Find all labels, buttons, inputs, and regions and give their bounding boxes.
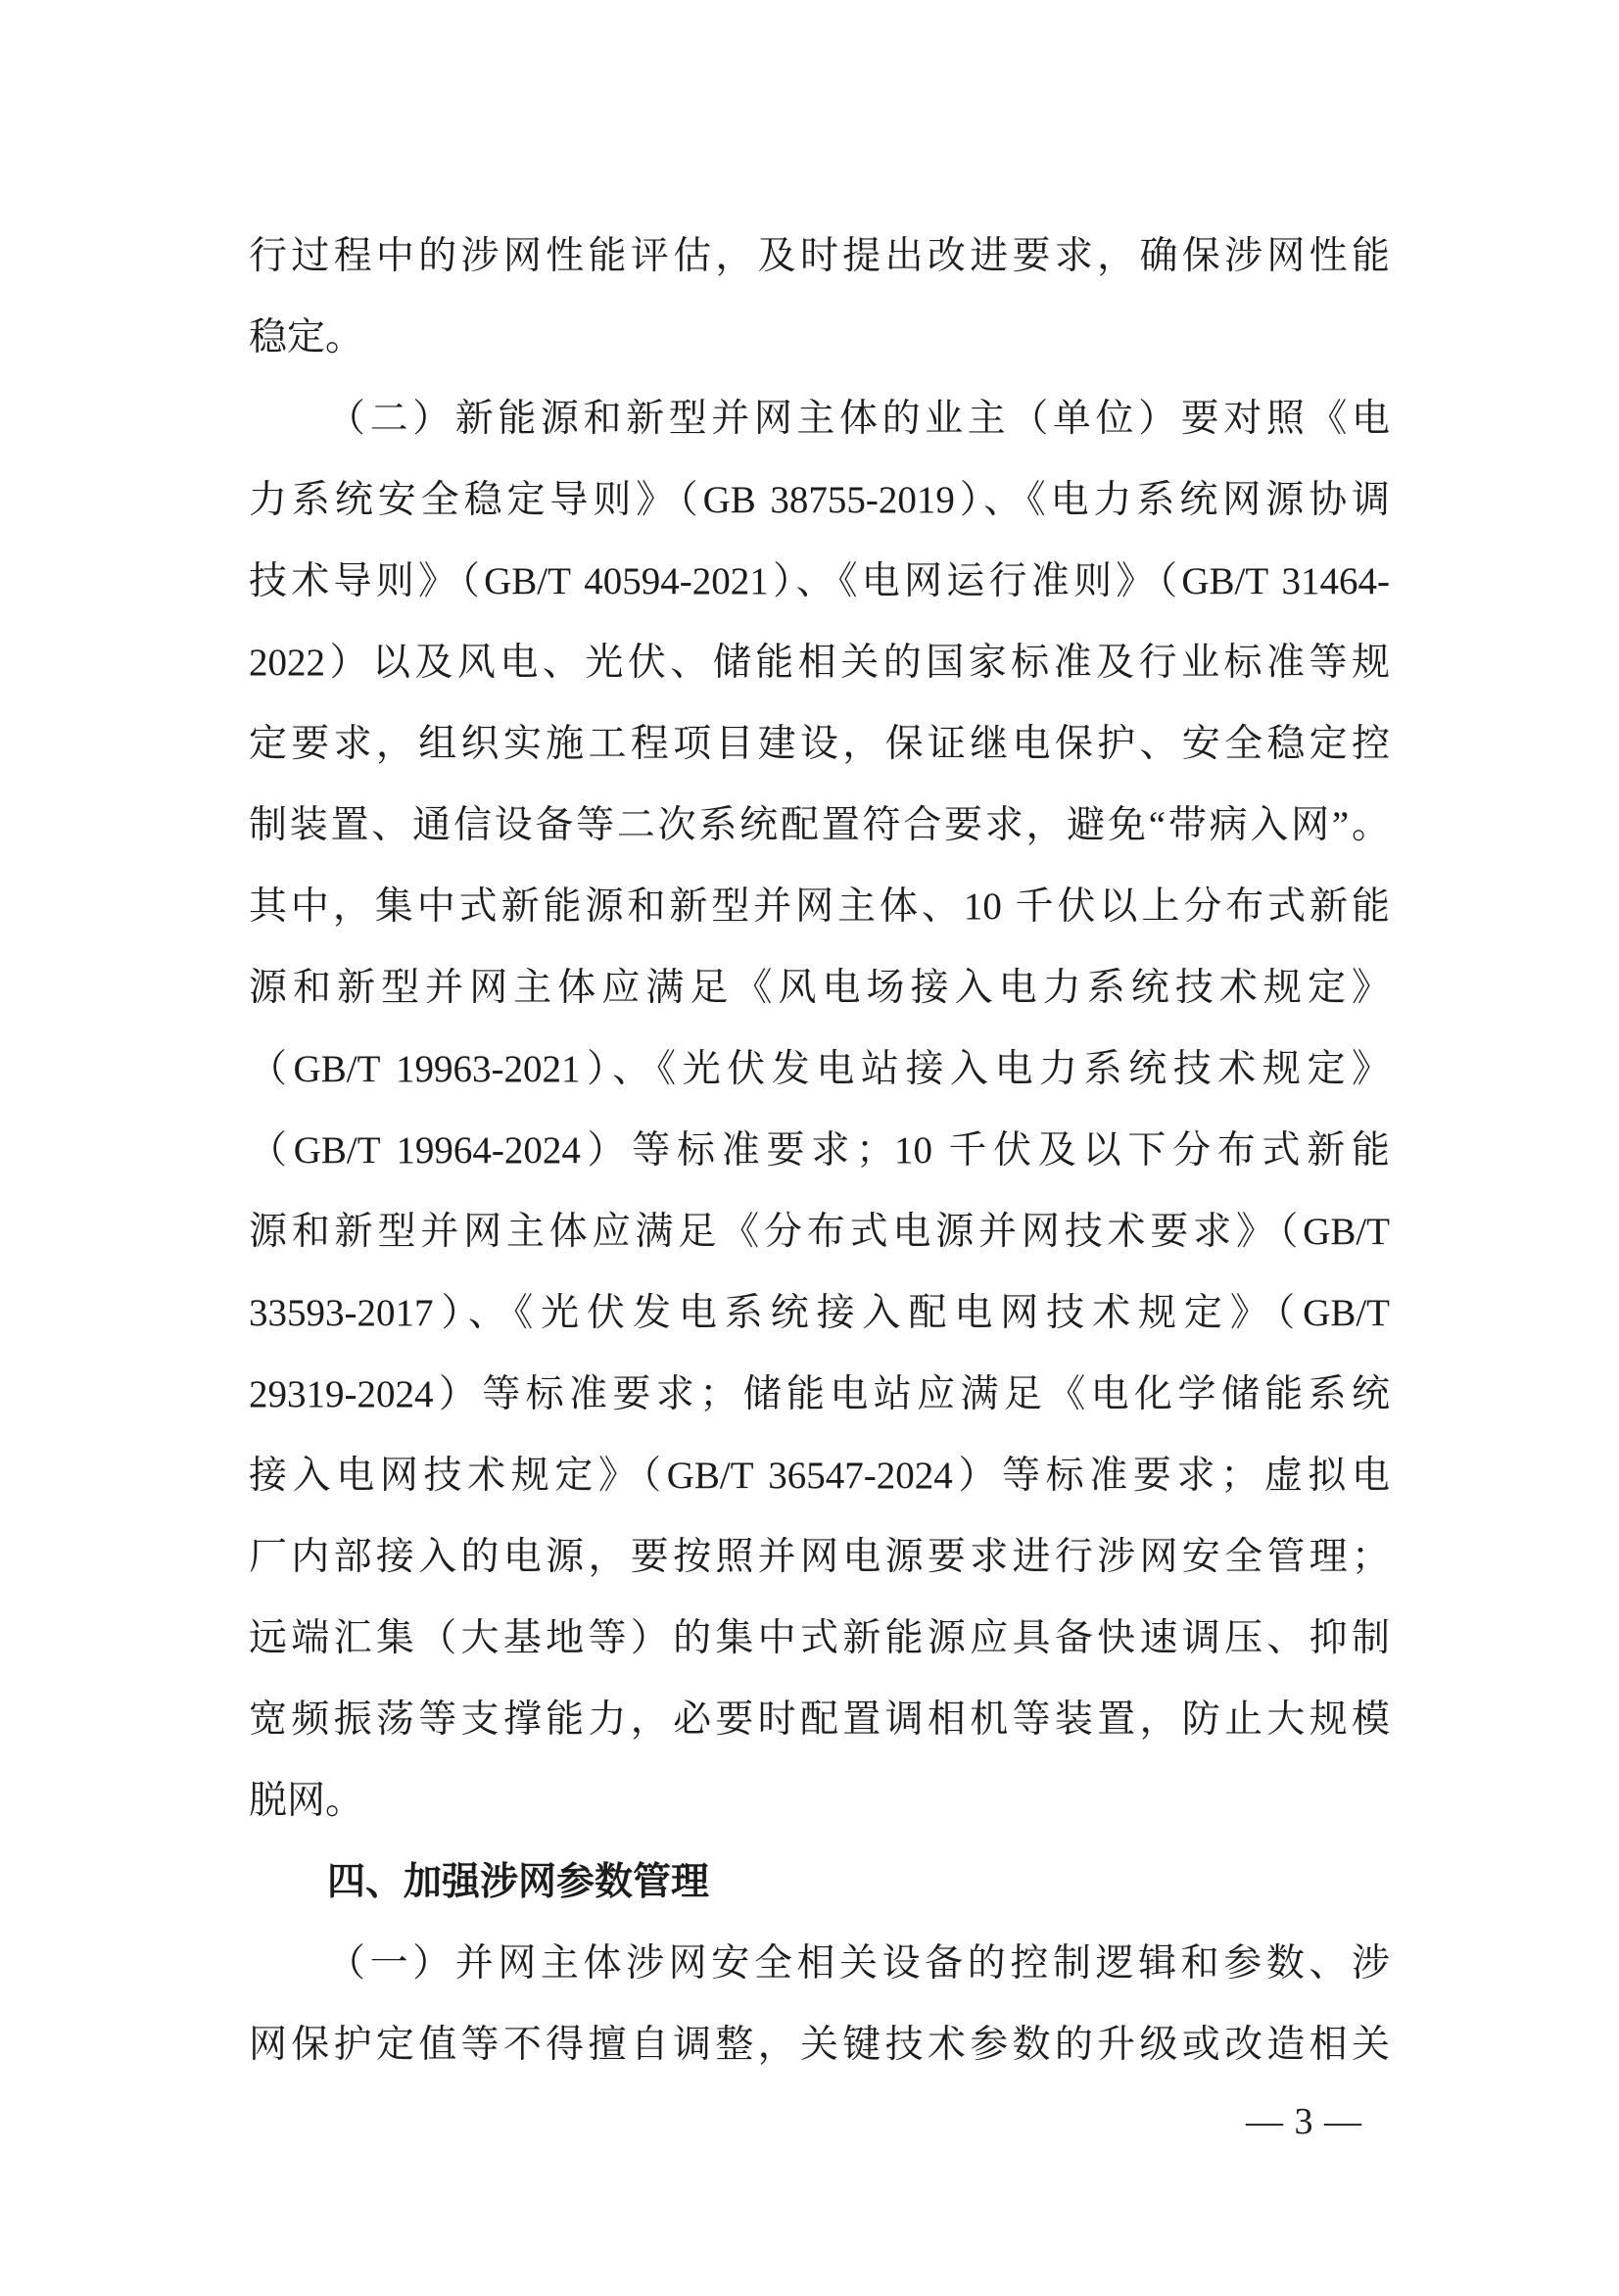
body-line: 力系统安全稳定导则》（GB 38755-2019）、《电力系统网源协调 <box>249 479 1390 521</box>
body-line: 行过程中的涉网性能评估，及时提出改进要求，确保涉网性能 <box>249 235 1390 277</box>
body-line: 29319-2024）等标准要求；储能电站应满足《电化学储能系统 <box>249 1373 1390 1415</box>
body-line: 定要求，组织实施工程项目建设，保证继电保护、安全稳定控 <box>249 723 1390 765</box>
body-line: （GB/T 19964-2024）等标准要求；10 千伏及以下分布式新能 <box>249 1129 1390 1172</box>
body-line: 宽频振荡等支撑能力，必要时配置调相机等装置，防止大规模 <box>249 1698 1390 1741</box>
page-number: — 3 — <box>1246 2101 1362 2142</box>
body-line: 脱网。 <box>249 1780 364 1822</box>
body-line: 源和新型并网主体应满足《风电场接入电力系统技术规定》 <box>249 967 1390 1009</box>
body-line: （GB/T 19963-2021）、《光伏发电站接入电力系统技术规定》 <box>249 1048 1390 1090</box>
body-line: 33593-2017）、《光伏发电系统接入配电网技术规定》（GB/T <box>249 1292 1390 1334</box>
paragraph-start: （二）新能源和新型并网主体的业主（单位）要对照《电 <box>327 398 1390 440</box>
body-line: 远端汇集（大基地等）的集中式新能源应具备快速调压、抑制 <box>249 1617 1390 1659</box>
section-heading: 四、加强涉网参数管理 <box>327 1861 710 1903</box>
paragraph-start: （一）并网主体涉网安全相关设备的控制逻辑和参数、涉 <box>327 1942 1390 1985</box>
body-line: 2022）以及风电、光伏、储能相关的国家标准及行业标准等规 <box>249 642 1390 684</box>
body-line: 网保护定值等不得擅自调整，关键技术参数的升级或改造相关 <box>249 2024 1390 2066</box>
body-line: 制装置、通信设备等二次系统配置符合要求，避免“带病入网”。 <box>249 804 1390 846</box>
body-line: 其中，集中式新能源和新型并网主体、10 千伏以上分布式新能 <box>249 885 1390 928</box>
body-line: 接入电网技术规定》（GB/T 36547-2024）等标准要求；虚拟电 <box>249 1455 1390 1497</box>
document-body <box>249 215 1390 2085</box>
body-line: 技术导则》（GB/T 40594-2021）、《电网运行准则》（GB/T 31464- <box>249 560 1390 602</box>
body-line: 厂内部接入的电源，要按照并网电源要求进行涉网安全管理； <box>249 1536 1390 1578</box>
body-line: 源和新型并网主体应满足《分布式电源并网技术要求》（GB/T <box>249 1211 1390 1253</box>
body-line: 稳定。 <box>249 316 364 359</box>
